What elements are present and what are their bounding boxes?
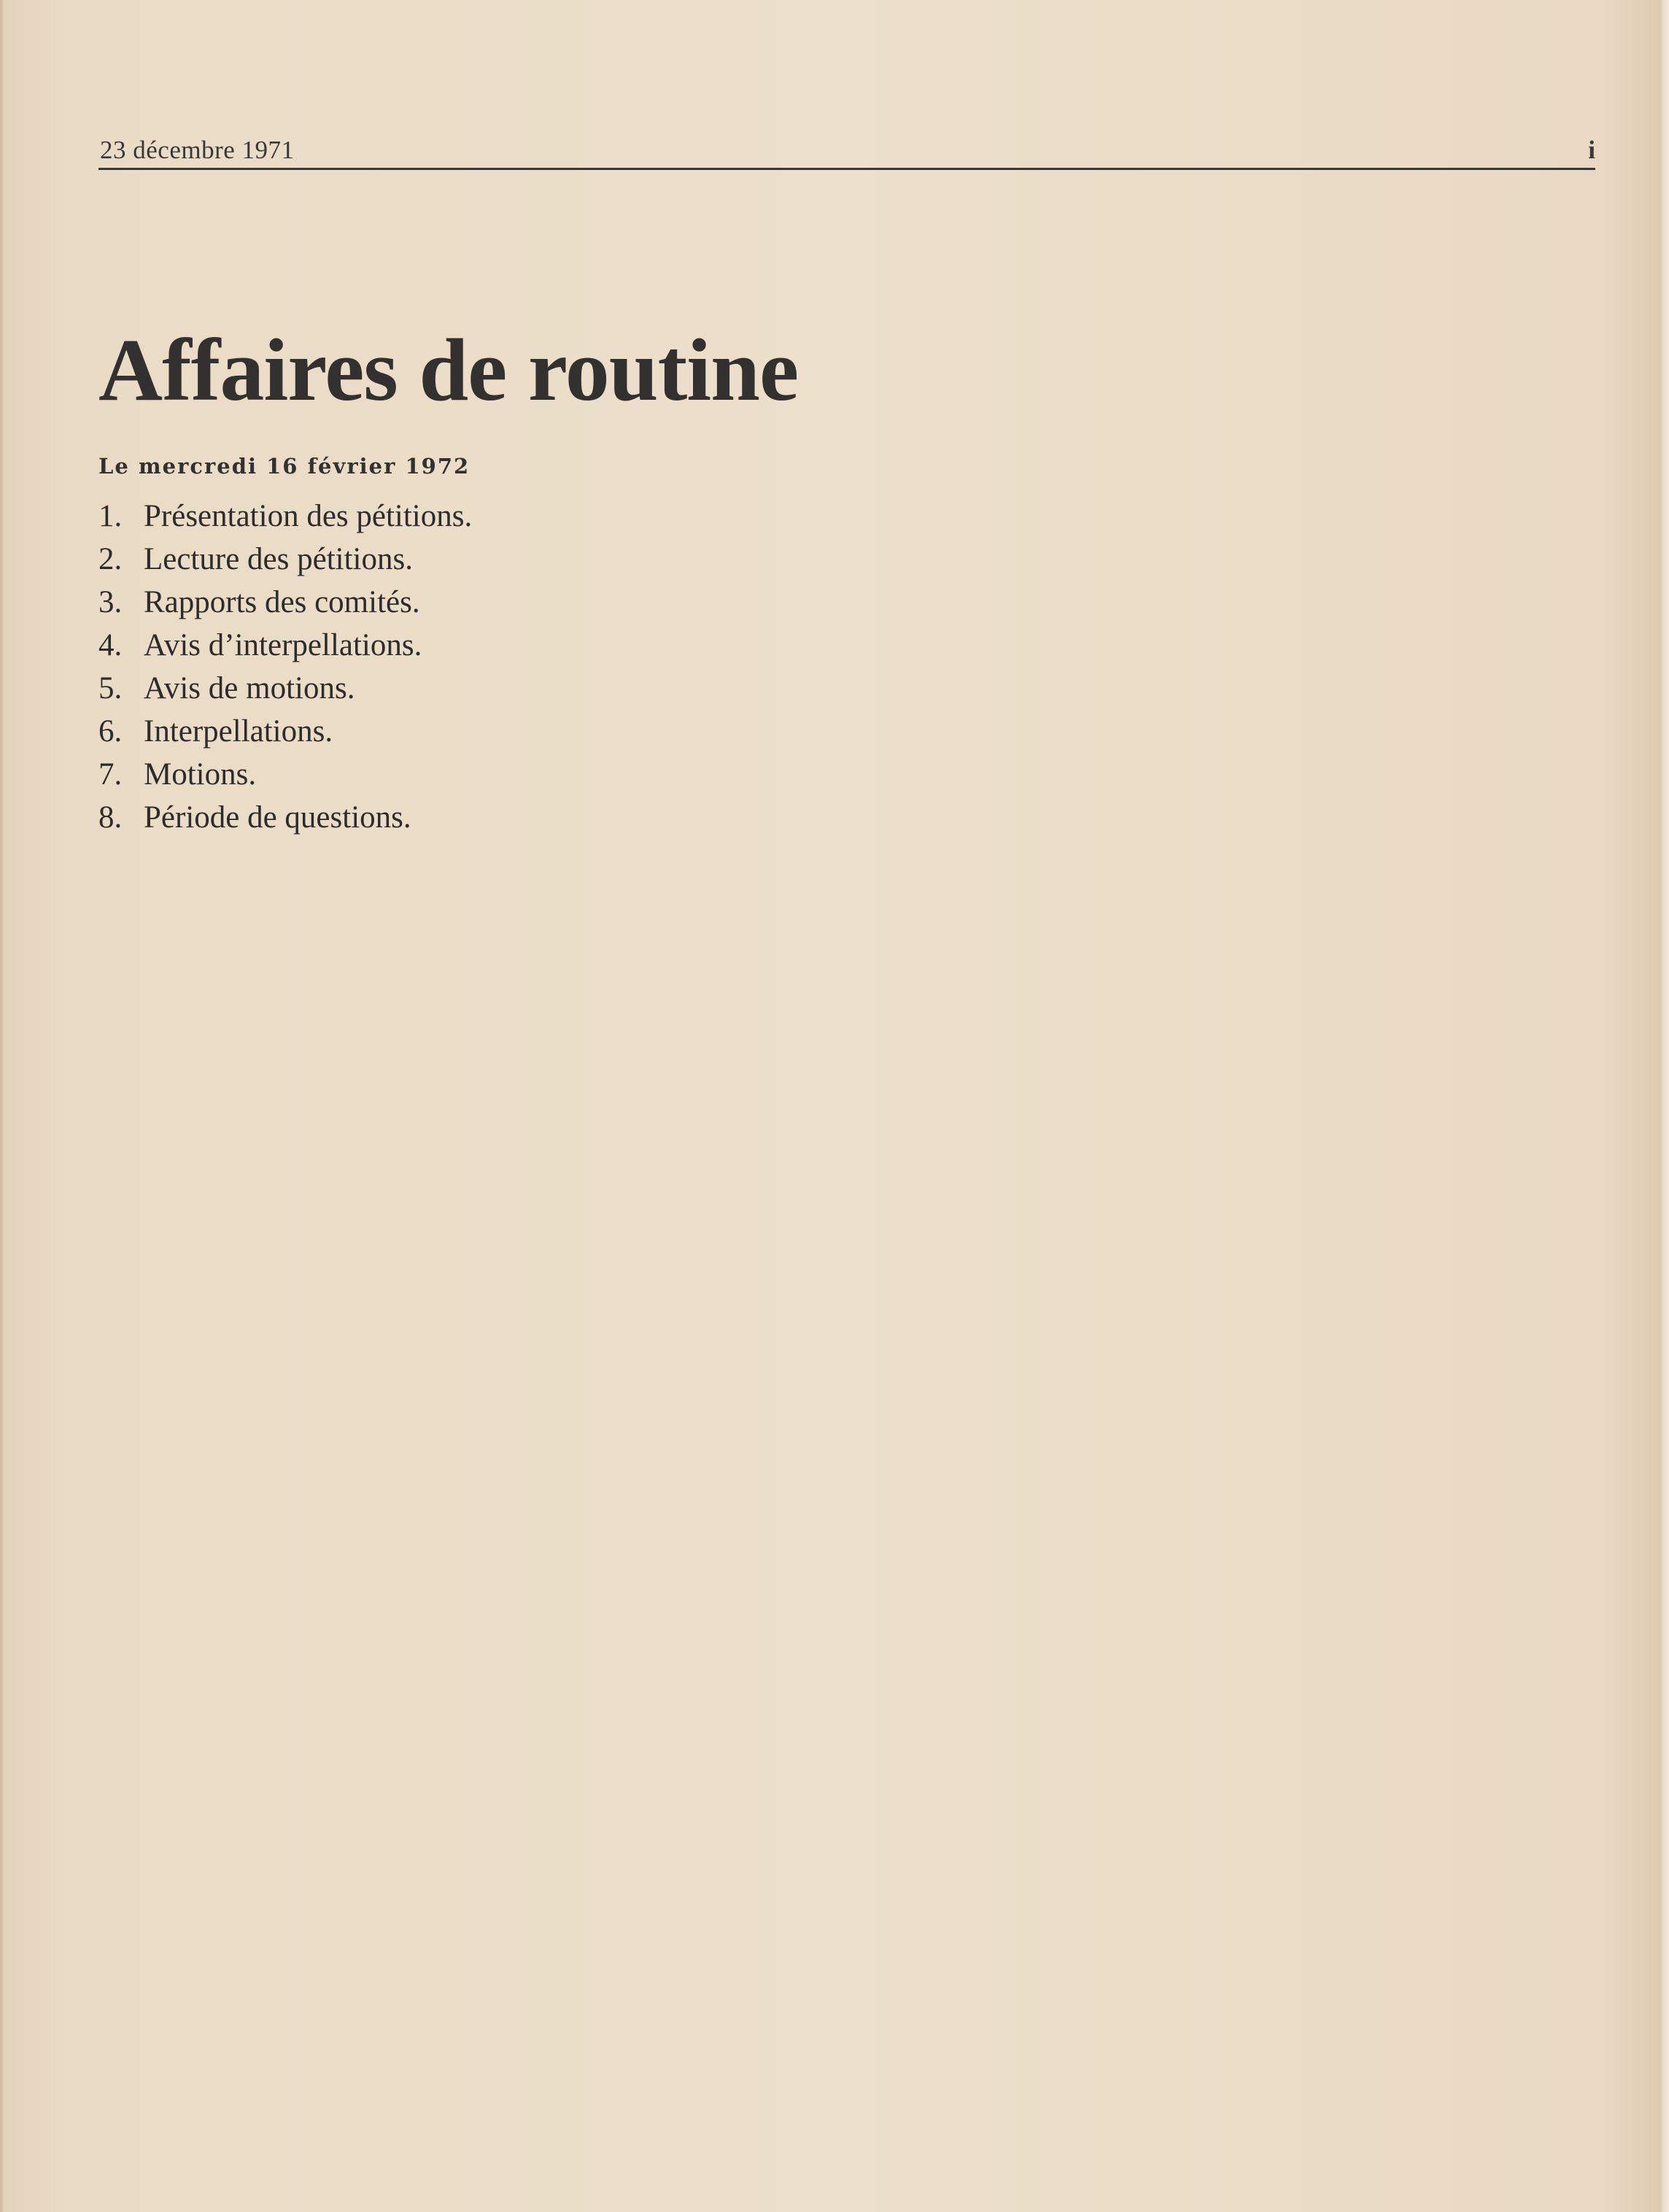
agenda-item-text: Motions. xyxy=(144,757,257,792)
agenda-item-number: 1. xyxy=(98,499,123,533)
header-date: 23 décembre 1971 xyxy=(100,136,295,164)
page-number: i xyxy=(1588,136,1595,164)
agenda-item-text: Présentation des pétitions. xyxy=(144,499,473,533)
agenda-item-number: 6. xyxy=(98,714,123,749)
sitting-date: Le mercredi 16 février 1972 xyxy=(98,454,471,479)
agenda-item xyxy=(98,538,472,581)
agenda-item-number: 7. xyxy=(98,757,123,792)
agenda-item-number: 5. xyxy=(98,671,123,705)
agenda-item-number: 8. xyxy=(98,800,123,835)
page-edge-right xyxy=(1662,0,1669,2212)
agenda-item-text: Avis de motions. xyxy=(144,671,355,705)
agenda-item xyxy=(98,710,472,753)
agenda-item xyxy=(98,624,472,667)
agenda-item xyxy=(98,796,472,839)
agenda-item-text: Lecture des pétitions. xyxy=(144,542,413,576)
running-head xyxy=(98,136,1595,170)
page-edge-left xyxy=(0,0,4,2212)
agenda-item-text: Rapports des comités. xyxy=(144,585,420,619)
agenda-item-text: Avis d’interpellations. xyxy=(144,628,422,662)
agenda-item-text: Période de questions. xyxy=(144,800,411,835)
agenda-item-number: 3. xyxy=(98,585,123,619)
agenda-item xyxy=(98,581,472,624)
page-title: Affaires de routine xyxy=(98,321,799,419)
agenda-item-number: 4. xyxy=(98,628,123,662)
agenda-item xyxy=(98,495,472,538)
agenda-item-number: 2. xyxy=(98,542,123,576)
agenda-list xyxy=(98,495,472,839)
agenda-item-text: Interpellations. xyxy=(144,714,333,749)
agenda-item xyxy=(98,753,472,796)
agenda-item xyxy=(98,667,472,710)
